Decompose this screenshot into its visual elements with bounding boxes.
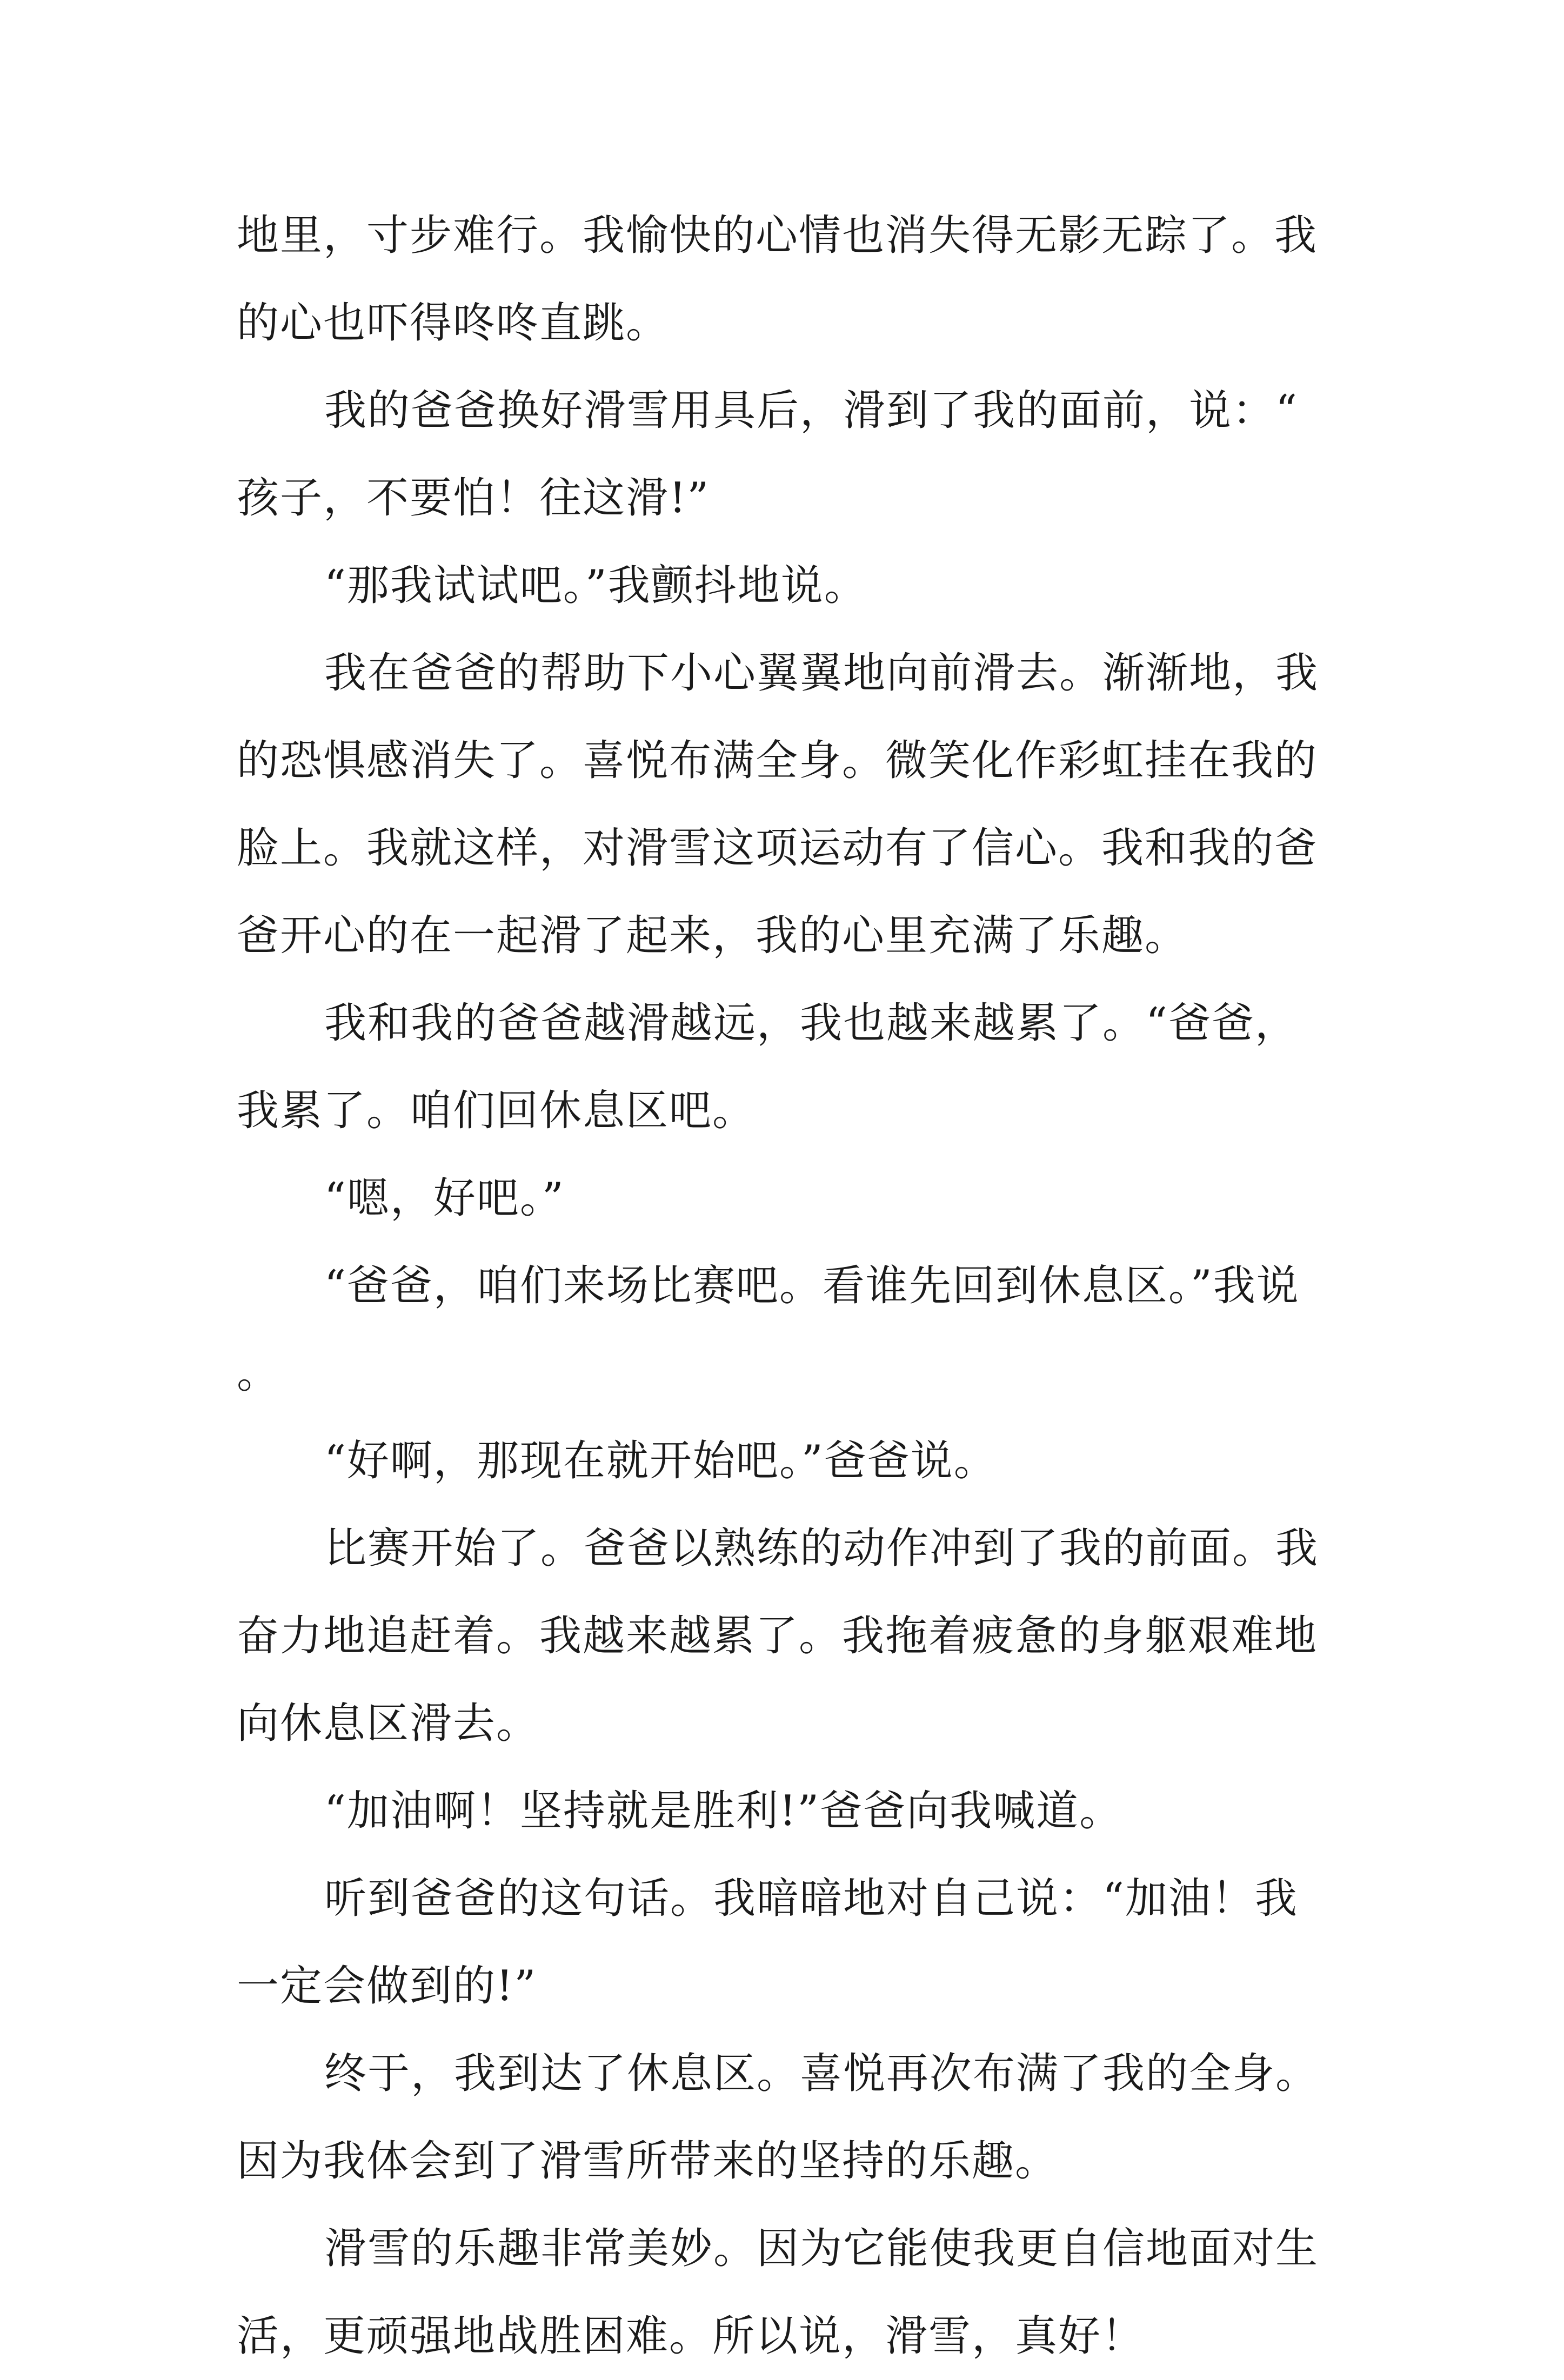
paragraph-9: 比赛开始了。爸爸以熟练的动作冲到了我的前面。我奋力地追赶着。我越来越累了。我拖着疲惫的身躯艰难地向休息区滑去。 (237, 1524, 1319, 1748)
paragraph-6: “嗯，好吧。” (324, 1174, 565, 1223)
paragraph-3: “那我试试吧。”我颤抖地说。 (324, 561, 867, 610)
paragraph-1: 地里，寸步难行。我愉快的心情也消失得无影无踪了。我的心也吓得咚咚直跳。 (237, 211, 1318, 347)
paragraph-11: 听到爸爸的这句话。我暗暗地对自己说：“加油！我一定会做到的!” (237, 1874, 1298, 2010)
paragraph-4: 我在爸爸的帮助下小心翼翼地向前滑去。渐渐地，我的恐惧感消失了。喜悦布满全身。微笑化作彩虹挂在我的脸上。我就这样，对滑雪这项运动有了信心。我和我的爸爸开心的在一起滑了起来，我的心里充满了乐趣。 (237, 649, 1319, 960)
paragraph-7: “爸爸，咱们来场比赛吧。看谁先回到休息区。”我说。 (237, 1262, 1300, 1398)
essay-body (237, 192, 1339, 2380)
paragraph-10: “加油啊！坚持就是胜利!”爸爸向我喊道。 (324, 1787, 1123, 1835)
paragraph-5: 我和我的爸爸越滑越远，我也越来越累了。“爸爸，我累了。咱们回休息区吧。 (237, 999, 1298, 1135)
paragraph-12: 终于，我到达了休息区。喜悦再次布满了我的全身。因为我体会到了滑雪所带来的坚持的乐趣。 (237, 2049, 1319, 2185)
paragraph-8: “好啊，那现在就开始吧。”爸爸说。 (324, 1437, 997, 1485)
paragraph-13: 滑雪的乐趣非常美妙。因为它能使我更自信地面对生活，更顽强地战胜困难。所以说，滑雪，真好！ (237, 2224, 1319, 2361)
paragraph-2: 我的爸爸换好滑雪用具后，滑到了我的面前，说：“孩子，不要怕！往这滑!” (237, 386, 1298, 522)
